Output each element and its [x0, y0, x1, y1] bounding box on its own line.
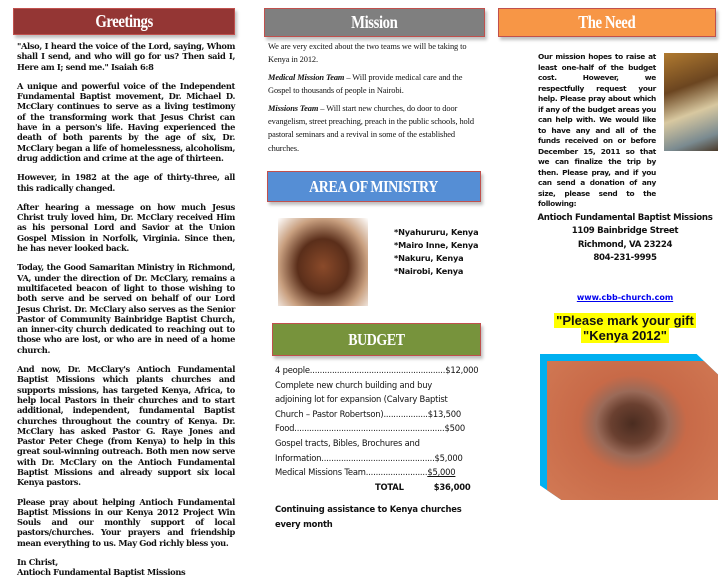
place-item: *Nakuru, Kenya [394, 253, 464, 263]
greetings-title: Greetings [95, 11, 153, 31]
budget-line: Church – Pastor Robertson)..................$13,500 [275, 408, 462, 419]
greetings-paragraph: However, in 1982 at the age of thirty-three, all this radically changed. [17, 172, 235, 193]
need-paragraph: Our mission hopes to raise at least one-half of the budget cost. However, we respectfully request your help. Please pray about which if any of the budget areas you can help with. We would like to have any and all of the funds received on or before December 15, 2011 so that we can finalize the trip by then. Please pray, and if you can send a donation of any size, please send to the following: [538, 52, 656, 208]
area-header [267, 171, 481, 202]
greetings-paragraph: "Also, I heard the voice of the Lord, saying, Whom shall I send, and who will go for us? Then said I, Here am I; send me." Isaiah 6:8 [17, 41, 235, 72]
phone-number: 804-231-9995 [593, 253, 657, 264]
greetings-paragraph: A unique and powerful voice of the Independent Fundamental Baptist movement, Dr. Michael D. McClary continues to serve as a living testimony of the transforming work that Jesus Christ can have in a person's life. Having experienced the death of both parents by the age of six, Dr. McClary began a life of homelessness, alcoholism, drug addiction and crime at the age of thirteen. [17, 80, 235, 163]
need-text [538, 52, 656, 210]
child-lollipop-photo [547, 361, 718, 500]
gift-line: "Kenya 2012" [583, 328, 667, 343]
greetings-paragraph: After hearing a message on how much Jesus Christ truly loved him, Dr. McClary received Him as his personal Lord and Savior at the Union Gospel Mission in Norfolk, Virginia. Since then, he has never looked back. [17, 201, 235, 254]
budget-line: Gospel tracts, Bibles, Brochures and [275, 437, 420, 448]
greetings-header [13, 8, 235, 35]
mission-intro: We are very excited about the two teams we will be taking to Kenya in 2012. [268, 42, 467, 65]
greetings-paragraph: Today, the Good Samaritan Ministry in Richmond, VA, under the direction of Dr. McClary, remains a multifaceted beacon of light to those wishing to both serve and be served on behalf of our Lord Jesus Christ. Dr. McClary also serves as the Senior Pastor of Community Bainbridge Baptist Church, an inner-city church dedicated to reaching out to those who are lost, or who are in need of a home church. [17, 262, 235, 355]
budget-list [275, 363, 480, 532]
team-missions [268, 102, 480, 156]
places-list [394, 226, 478, 278]
mission-text [268, 40, 480, 159]
total-amount: $36,000 [433, 481, 471, 492]
team-name: Missions Team [268, 103, 319, 113]
mother-child-photo [664, 53, 718, 151]
budget-header [272, 323, 481, 356]
address-line: 1109 Bainbridge Street [571, 226, 679, 237]
smiling-child-photo [278, 218, 368, 306]
budget-line: Complete new church building and buy [275, 379, 433, 390]
address-line: Antioch Fundamental Baptist Missions [537, 213, 713, 223]
budget-line: 4 people.......................................................$12,000 [275, 365, 479, 375]
place-item: *Mairo Inne, Kenya [394, 240, 479, 250]
medical-amount: $5,000 [427, 467, 456, 478]
greetings-paragraph: And now, Dr. McClary's Antioch Fundamental Baptist Missions which plants churches and supports missions, has targeted Kenya, Africa, to help local Pastors in their churches and to start additional, independent, fundamental Baptist churches throughout the country of Kenya. Dr. McClary has asked Pastor G. Raye Jones and Pastor Peter Chege (from Kenya) to help in this great soul-winning outreach. Both men now serve with Dr. McClary on the Antioch Fundamental Baptist Missions and already support six local Kenya pastors. [17, 364, 235, 488]
need-title: The Need [578, 12, 636, 32]
continuing-note: Continuing assistance to Kenya churches every month [275, 504, 462, 529]
greetings-paragraph: Please pray about helping Antioch Fundamental Baptist Missions in our Kenya 2012 Project Win Souls and our monthly support of local pastors/churches. Your prayers and friendship mean everything to us. May God richly bless you. [17, 496, 235, 548]
greetings-text [17, 41, 235, 578]
signature: Antioch Fundamental Baptist Missions [17, 567, 186, 578]
address-line: Richmond, VA 23224 [577, 239, 673, 250]
need-header [498, 8, 716, 37]
medical-label: Medical Missions Team......................... [275, 467, 428, 478]
budget-total [275, 480, 480, 495]
budget-line-medical [275, 465, 480, 480]
budget-title: BUDGET [348, 330, 405, 349]
place-item: *Nairobi, Kenya [394, 266, 464, 276]
team-desc: – Will provide medical care and the Gospel to thousands of people in Nairobi. [268, 72, 463, 96]
budget-line: Food.............................................................$500 [275, 423, 465, 434]
place-item: *Nyahururu, Kenya [394, 227, 479, 237]
budget-line: Information..............................................$5,000 [275, 452, 463, 463]
area-title: AREA OF MINISTRY [309, 177, 439, 196]
mailing-address [530, 212, 720, 266]
team-medical [268, 71, 480, 98]
gift-note [530, 313, 720, 343]
team-name: Medical Mission Team [268, 72, 345, 82]
child-photo-frame [540, 354, 718, 500]
team-desc: – Will start new churches, do door to door evangelism, street preaching, preach in the public schools, hold pastoral seminars and a revival in some of the established churches. [268, 103, 474, 153]
gift-line: "Please mark your gift [556, 313, 694, 328]
mission-header [264, 8, 485, 37]
website-link[interactable]: www.cbb-church.com [576, 293, 674, 302]
total-label: TOTAL [375, 481, 404, 492]
budget-line: adjoining lot for expansion (Calvary Baptist [275, 394, 448, 405]
mission-title: Mission [351, 12, 398, 32]
closing: In Christ, [17, 557, 58, 568]
